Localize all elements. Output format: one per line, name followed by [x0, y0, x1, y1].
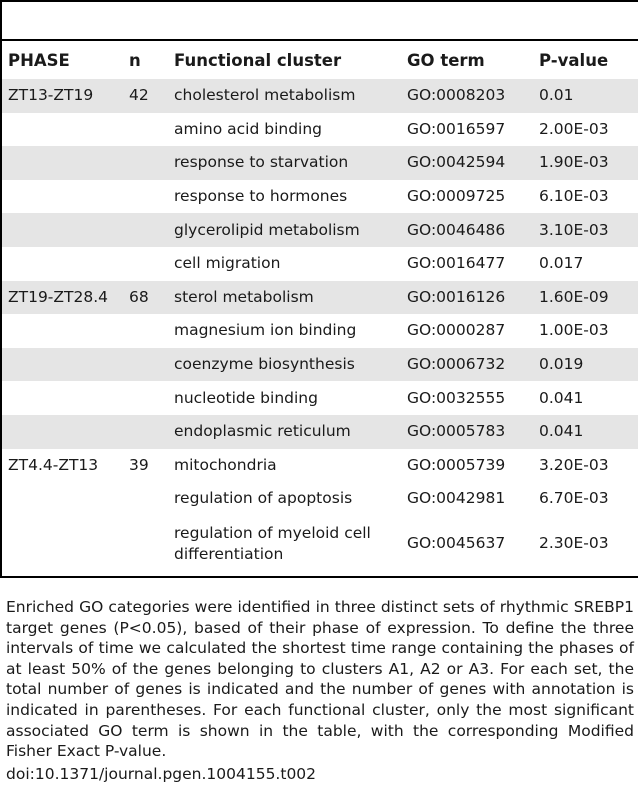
- table-row: [2, 213, 638, 247]
- table-row: [2, 79, 638, 113]
- cell-p-value: 1.00E-03: [539, 321, 609, 340]
- table-row: [2, 314, 638, 348]
- cell-n: [123, 381, 168, 415]
- cell-n: [123, 314, 168, 348]
- header-n: n: [129, 50, 141, 70]
- cell-phase: [2, 314, 123, 348]
- cell-functional-cluster: regulation of myeloid cell differentiation: [174, 523, 371, 563]
- header-functional-cluster: Functional cluster: [174, 50, 342, 70]
- table-body: [2, 79, 638, 572]
- cell-go-term: GO:0045637: [407, 534, 506, 553]
- header-row: [2, 41, 638, 79]
- cell-p-value: 6.70E-03: [539, 489, 609, 508]
- table-row: [2, 281, 638, 315]
- cell-p-value: 3.20E-03: [539, 455, 609, 474]
- cell-go-term: GO:0009725: [407, 187, 506, 206]
- cell-go-term: GO:0006732: [401, 348, 533, 382]
- cell-p-value: 2.00E-03: [539, 119, 609, 138]
- cell-functional-cluster: cholesterol metabolism: [168, 79, 401, 113]
- cell-go-term: GO:0042594: [401, 146, 533, 180]
- cell-p-value: 1.90E-03: [533, 146, 638, 180]
- cell-p-value: 0.041: [539, 388, 584, 407]
- cell-functional-cluster: sterol metabolism: [168, 281, 401, 315]
- cell-functional-cluster: response to starvation: [168, 146, 401, 180]
- cell-p-value: 0.01: [533, 79, 638, 113]
- cell-phase: [2, 213, 123, 247]
- cell-phase: ZT4.4-ZT13: [8, 455, 99, 474]
- cell-n: [123, 146, 168, 180]
- cell-go-term: GO:0016126: [401, 281, 533, 315]
- cell-p-value: 1.60E-09: [533, 281, 638, 315]
- cell-p-value: 3.10E-03: [533, 213, 638, 247]
- table-row: [2, 180, 638, 214]
- cell-p-value: 0.017: [539, 254, 584, 273]
- cell-go-term: GO:0046486: [401, 213, 533, 247]
- cell-p-value: 0.019: [533, 348, 638, 382]
- cell-p-value: 6.10E-03: [539, 187, 609, 206]
- cell-phase: [2, 247, 123, 281]
- cell-n: [123, 213, 168, 247]
- cell-n: [123, 180, 168, 214]
- cell-n: 68: [123, 281, 168, 315]
- table-row: [2, 146, 638, 180]
- cell-go-term: GO:0000287: [407, 321, 506, 340]
- cell-phase: [2, 146, 123, 180]
- header-phase: PHASE: [8, 50, 70, 70]
- cell-functional-cluster: coenzyme biosynthesis: [168, 348, 401, 382]
- cell-phase: [2, 348, 123, 382]
- cell-phase: [2, 516, 123, 572]
- cell-go-term: GO:0032555: [407, 388, 506, 407]
- cell-functional-cluster: nucleotide binding: [174, 388, 318, 407]
- cell-functional-cluster: endoplasmic reticulum: [168, 415, 401, 449]
- cell-functional-cluster: magnesium ion binding: [174, 321, 357, 340]
- go-enrichment-table: [2, 41, 638, 572]
- table-row: [2, 482, 638, 516]
- cell-functional-cluster: mitochondria: [174, 455, 277, 474]
- table-row: [2, 415, 638, 449]
- cell-go-term: GO:0042981: [407, 489, 506, 508]
- header-p-value: P-value: [539, 50, 609, 70]
- cell-functional-cluster: cell migration: [174, 254, 281, 273]
- cell-n: [123, 482, 168, 516]
- table-row: [2, 113, 638, 147]
- cell-p-value: 2.30E-03: [539, 534, 609, 553]
- cell-go-term: GO:0016477: [407, 254, 506, 273]
- cell-go-term: GO:0005739: [407, 455, 506, 474]
- cell-functional-cluster: regulation of apoptosis: [174, 489, 353, 508]
- cell-phase: [2, 180, 123, 214]
- table-row: [2, 348, 638, 382]
- cell-phase: [2, 113, 123, 147]
- table-bottom-rule: [0, 576, 638, 578]
- cell-go-term: GO:0016597: [407, 119, 506, 138]
- cell-n: 42: [123, 79, 168, 113]
- cell-phase: [2, 415, 123, 449]
- table-row: [2, 247, 638, 281]
- cell-functional-cluster: response to hormones: [174, 187, 348, 206]
- table-row: [2, 449, 638, 483]
- table-row: [2, 381, 638, 415]
- cell-phase: [2, 482, 123, 516]
- cell-go-term: GO:0005783: [401, 415, 533, 449]
- cell-n: [123, 113, 168, 147]
- doi-label: doi:10.1371/journal.pgen.1004155.t002: [6, 765, 317, 783]
- cell-p-value: 0.041: [533, 415, 638, 449]
- cell-n: [123, 415, 168, 449]
- cell-phase: ZT19-ZT28.4: [2, 281, 123, 315]
- header-go-term: GO term: [407, 50, 485, 70]
- table-footnote: Enriched GO categories were identified in three distinct sets of rhythmic SREBP1 target genes (P<0.05), based of their phase of expression. To define the three intervals of time we calculated the shortest time range containing the phases of at least 50% of the genes belonging to clusters A1, A2 or A3. For each set, the total number of genes is indicated and the number of genes with annotation is indicated in parentheses. For each functional cluster, only the most significant associated GO term is shown in the table, with the corresponding Modified Fisher Exact P-value.: [6, 598, 634, 761]
- cell-n: [123, 247, 168, 281]
- cell-functional-cluster: glycerolipid metabolism: [168, 213, 401, 247]
- table-row: [2, 516, 638, 572]
- cell-n: [123, 516, 168, 572]
- cell-n: 39: [129, 455, 149, 474]
- cell-n: [123, 348, 168, 382]
- cell-go-term: GO:0008203: [401, 79, 533, 113]
- cell-functional-cluster: amino acid binding: [174, 119, 323, 138]
- cell-phase: ZT13-ZT19: [2, 79, 123, 113]
- cell-phase: [2, 381, 123, 415]
